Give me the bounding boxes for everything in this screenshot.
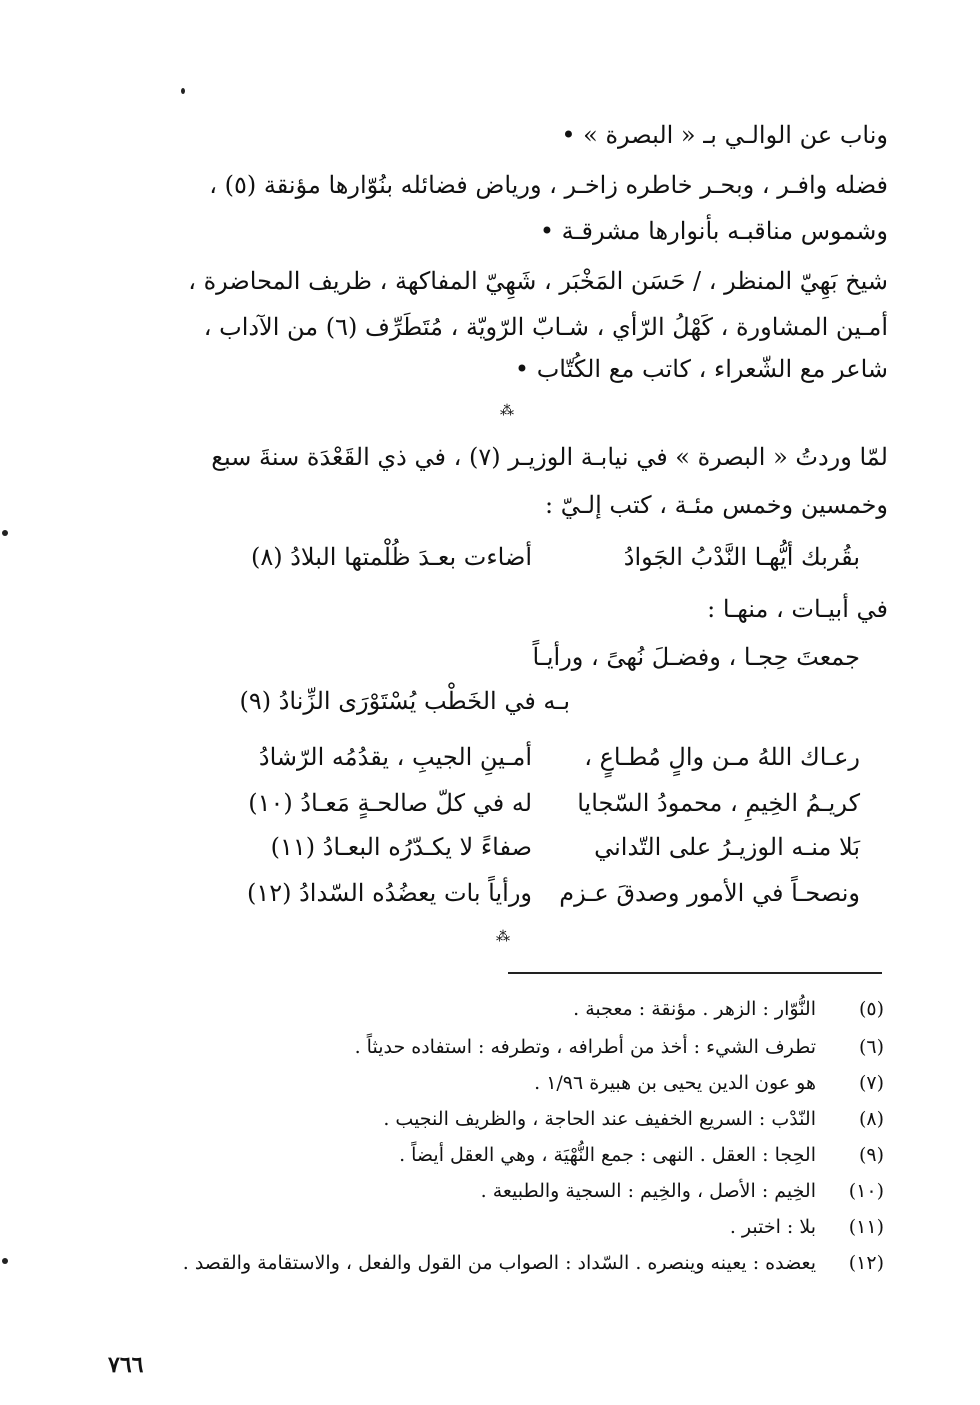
footnote-text: الخِيم : الأصل ، والخِيم : السجية والطبيعة .	[480, 1180, 816, 1202]
verse-first-hemistich: بَلا منـه الوزيـرُ على التّداني	[594, 833, 860, 861]
footnote	[124, 1068, 884, 1098]
footnote-number: (٥)	[858, 998, 884, 1020]
verse-second-hemistich: بـه في الخَطْب يُسْتَوْرَى الزِّنادُ (٩)	[239, 687, 570, 715]
section-divider-stars: ⁂	[496, 929, 510, 945]
body-line: وناب عن الوالـي بـ « البصرة » •	[561, 121, 888, 149]
verse-second-hemistich: أمـينِ الجيبِ ، يقدُمُه الرّشادُ	[258, 743, 532, 771]
verse-second-hemistich: أضاءت بعـدَ ظُلْمتها البلادُ (٨)	[250, 543, 532, 571]
verse-first-hemistich: جمعتَ حِجـا ، وفضـلَ نُهىً ، ورأيـاً	[532, 643, 860, 671]
print-speck	[181, 88, 185, 94]
print-speck	[2, 530, 8, 536]
body-line: وشموس مناقبـه بأنوارها مشرقـة •	[539, 217, 888, 245]
footnote-number: (١٠)	[848, 1180, 884, 1202]
body-line: شيخ بَهِيّ المنظر ، / حَسَن المَخْبَر ، شَهِيّ المفاكهة ، ظريف المحاضرة ،	[188, 267, 888, 295]
footnote-text: النّدْب : السريع الخفيف عند الحاجة ، والظريف النجيب .	[383, 1108, 816, 1130]
footnote	[124, 1104, 884, 1134]
footnote-text: الحِجا : العقل . النهى : جمع النُّهْيَة ، وهي العقل أيضاً .	[399, 1144, 816, 1166]
footnote-text: النُّوّار : الزهر . مؤنقة : معجبة .	[573, 998, 816, 1020]
body-line: وخمسين وخمس مئـة ، كتب إلـيّ :	[545, 491, 888, 519]
footnote-number: (٩)	[858, 1144, 884, 1166]
verse-first-hemistich: ونصحـاً في الأمور وصدقَ عـزم	[559, 879, 860, 907]
verse-second-hemistich: ورأياً بات يعضُدُه السّدادُ (١٢)	[246, 879, 532, 907]
footnote-text: بلا : اختبر .	[729, 1216, 816, 1238]
footnote-text: تطرف الشيء : أخذ من أطرافه ، وتطرفه : استفاده حديثاً .	[354, 1036, 816, 1058]
verse-first-hemistich: بقُربك أيُّهـا النَّدْبُ الجَوادُ	[623, 543, 860, 571]
footnote-number: (١٢)	[848, 1252, 884, 1274]
footnote-number: (٦)	[858, 1036, 884, 1058]
footnote	[124, 1212, 884, 1242]
verse-second-hemistich: له في كلّ صالحـةٍ مَعـادُ (١٠)	[248, 789, 532, 817]
footnote-number: (٧)	[858, 1072, 884, 1094]
verse-second-hemistich: صفاءً لا يكـدّرُه البعـادُ (١١)	[270, 833, 532, 861]
verse-first-hemistich: رعـاك اللهُ مـن والٍ مُطـاعٍ ،	[584, 743, 860, 771]
footnote-separator	[508, 972, 882, 974]
footnote-text: هو عون الدين يحيى بن هبيرة ١/٩٦ .	[534, 1072, 816, 1094]
footnote	[124, 1140, 884, 1170]
footnote	[124, 1032, 884, 1062]
footnote-text: يعضده : يعينه وينصره . السّداد : الصواب من القول والفعل ، والاستقامة والقصد .	[182, 1252, 816, 1274]
print-speck	[2, 1258, 8, 1264]
body-line: أمـين المشاورة ، كَهْلُ الرّأي ، شـابّ الرّويّة ، مُتَطَرِّف (٦) من الآداب ،	[203, 313, 888, 341]
footnote	[124, 1176, 884, 1206]
footnote-number: (٨)	[858, 1108, 884, 1130]
footnote	[124, 994, 884, 1024]
page-number: ٧٦٦	[108, 1352, 144, 1378]
section-divider-stars: ⁂	[500, 403, 514, 419]
footnote-number: (١١)	[848, 1216, 884, 1238]
body-line: فضله وافـر ، وبحـر خاطره زاخـر ، ورياض فضائله بنُوّارها مؤنقة (٥) ،	[209, 171, 888, 199]
footnote	[124, 1248, 884, 1312]
body-line: في أبيـات ، منهـا :	[707, 595, 888, 623]
body-line: لمّا وردتُ « البصرة » في نيابـة الوزيـر (٧) ، في ذي القَعْدَة سنةَ سبع	[211, 443, 888, 471]
body-line: شاعر مع الشّعراء ، كاتب مع الكُتّاب •	[514, 355, 888, 383]
verse-first-hemistich: كريـمُ الخِيمِ ، محمودُ السّجايا	[577, 789, 860, 817]
